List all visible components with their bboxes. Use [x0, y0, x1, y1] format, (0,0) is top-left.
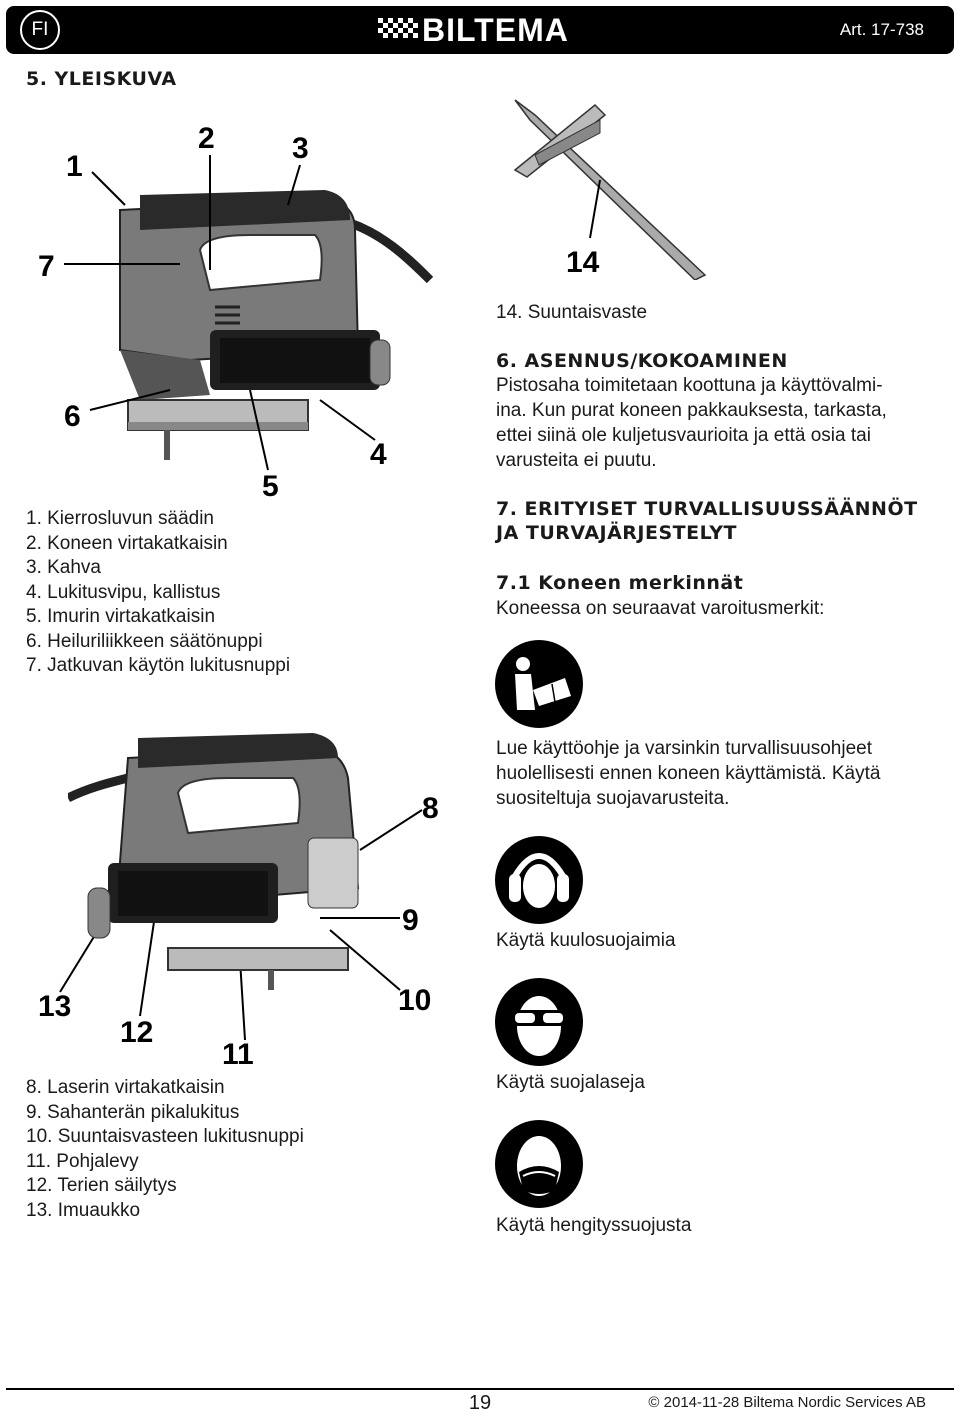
callout-4: 4	[370, 438, 387, 471]
respirator-sign-icon	[495, 1120, 583, 1208]
jigsaw-front-photo	[68, 728, 368, 990]
safety-glasses-sign-icon	[495, 978, 583, 1066]
callout-9: 9	[402, 904, 419, 937]
ear-protection-caption: Käytä kuulosuojaimia	[496, 930, 676, 951]
callout-3: 3	[292, 132, 309, 165]
accessory-caption: 14. Suuntaisvaste	[496, 302, 648, 323]
text-line: huolellisesti ennen koneen käyttämistä. Käytä	[496, 763, 881, 784]
section6-body	[496, 373, 887, 473]
footer-rule	[6, 1388, 954, 1390]
jigsaw-side-photo	[100, 190, 440, 470]
list-item: 9. Sahanterän pikalukitus	[26, 1101, 240, 1123]
text-line: varusteita ei puutu.	[496, 450, 657, 471]
callout-7: 7	[38, 250, 55, 283]
page-header	[6, 6, 954, 54]
text-line: ettei siinä ole kuljetusvaurioita ja että osia tai	[496, 425, 871, 446]
callout-10: 10	[398, 984, 432, 1017]
list-item: 4. Lukitusvipu, kallistus	[26, 581, 221, 603]
callout-8: 8	[422, 792, 439, 825]
callout-12: 12	[120, 1016, 154, 1049]
callout-1: 1	[66, 150, 83, 183]
text-line: ina. Kun purat koneen pakkauksesta, tarkasta,	[496, 400, 887, 421]
list-item: 3. Kahva	[26, 557, 101, 578]
text-line: Lue käyttöohje ja varsinkin turvallisuusohjeet	[496, 738, 872, 759]
parts-list-a	[26, 507, 290, 679]
parts-list-b	[26, 1076, 304, 1223]
list-item: 2. Koneen virtakatkaisin	[26, 532, 228, 554]
checkered-flag-icon	[378, 18, 418, 42]
list-item: 12. Terien säilytys	[26, 1175, 177, 1196]
overview-title: 5. YLEISKUVA	[26, 68, 177, 90]
copyright-notice: © 2014-11-28 Biltema Nordic Services AB	[648, 1394, 926, 1411]
respirator-caption: Käytä hengityssuojusta	[496, 1215, 692, 1236]
manual-sign-text	[496, 736, 880, 811]
ear-protection-sign-icon	[495, 836, 583, 924]
language-badge: FI	[20, 10, 60, 50]
list-item: 8. Laserin virtakatkaisin	[26, 1077, 225, 1098]
page-number: 19	[460, 1392, 500, 1415]
section6-title: 6. ASENNUS/KOKOAMINEN	[496, 350, 788, 372]
brand-name: BILTEMA	[422, 12, 569, 48]
section7-intro: Koneessa on seuraavat varoitusmerkit:	[496, 598, 825, 619]
list-item: 11. Pohjalevy	[26, 1150, 139, 1172]
list-item: 5. Imurin virtakatkaisin	[26, 606, 216, 627]
read-manual-sign-icon	[495, 640, 583, 728]
list-item: 1. Kierrosluvun säädin	[26, 508, 214, 529]
section7-title-line2: JA TURVAJÄRJESTELYT	[496, 522, 737, 544]
callout-14: 14	[566, 246, 600, 279]
list-item: 6. Heiluriliikkeen säätönuppi	[26, 630, 263, 652]
list-item: 7. Jatkuvan käytön lukitusnuppi	[26, 655, 291, 676]
callout-6: 6	[64, 400, 81, 433]
text-line: suositeltuja suojavarusteita.	[496, 788, 730, 809]
list-item: 10. Suuntaisvasteen lukitusnuppi	[26, 1126, 304, 1147]
rip-fence-photo	[505, 95, 715, 280]
callout-11: 11	[222, 1038, 254, 1071]
brand-logo	[378, 14, 569, 46]
callout-2: 2	[198, 122, 215, 155]
section7-title-line1: 7. ERITYISET TURVALLISUUSSÄÄNNÖT	[496, 498, 918, 520]
callout-13: 13	[38, 990, 72, 1023]
text-line: Pistosaha toimitetaan koottuna ja käyttövalmi-	[496, 375, 883, 396]
list-item: 13. Imuaukko	[26, 1199, 141, 1221]
article-number: Art. 17-738	[839, 20, 924, 39]
callout-5: 5	[262, 470, 279, 503]
section7-subtitle: 7.1 Koneen merkinnät	[496, 572, 744, 594]
safety-glasses-caption: Käytä suojalaseja	[496, 1072, 645, 1093]
